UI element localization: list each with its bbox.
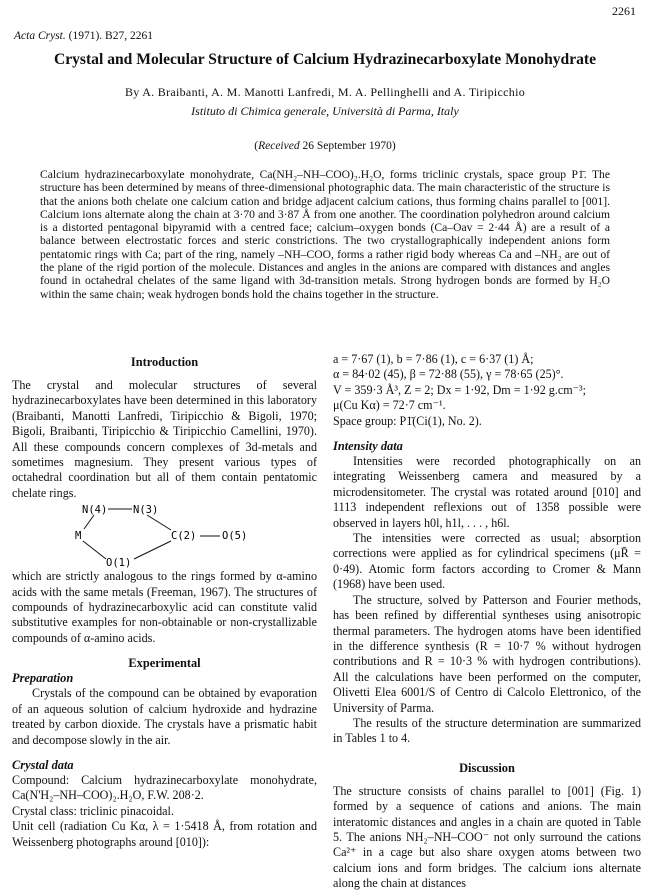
discussion-paragraph-1: The structure consists of chains parallel to [001] (Fig. 1) formed by a sequence of cations and anions. The main interatomic distances and angles in a chain are quoted in Table 5. The anions NH₂–NH–COO⁻ not only surround the cations Ca²⁺ in a cage but also share oxygen atoms between two calcium ions and form bridges. The calcium ions alternate along the chain at distances — [333, 783, 641, 891]
cell-line-2: α = 84·02 (45), β = 72·88 (55), γ = 78·65 (25)°. — [333, 367, 564, 382]
preparation-heading: Preparation — [12, 671, 74, 686]
cell-line-1: a = 7·67 (1), b = 7·86 (1), c = 6·37 (1) Å; — [333, 352, 534, 366]
atom-o5-label: O(5) — [221, 530, 247, 543]
right-column — [333, 352, 641, 892]
journal-name: Acta Cryst. — [14, 30, 66, 42]
intensity-paragraph-1: Intensities were recorded photographically on an integrating Weissenberg camera and measured by a microdensitometer. The crystal was rotated around [010] and 1113 independent reflexions out of 1358 possible were observed in layers h0l, h1l, . . . , h6l. — [333, 454, 641, 530]
journal-volume-pages: B27, 2261 — [105, 30, 153, 42]
bond-c2-o1 — [134, 541, 171, 559]
bond-n3-c2 — [147, 515, 171, 530]
authors: By A. Braibanti, A. M. Manotti Lanfredi, M. A. Pellinghelli and A. Tiripicchio — [124, 85, 526, 99]
introduction-paragraph-1: The crystal and molecular structures of several hydrazinecarboxylates have been determined in this laboratory (Braibanti, Manotti Lanfredi, Tiripicchio & Bigoli, 1970; Bigoli, Braibanti, Tiripicchio & Tiripicchio Camellini, 1970). All these compounds concern complexes of 3d-metals and sometimes magnesium. They present various types of octahedral coordination but all of them contain pentatomic chelate rings. — [12, 378, 317, 500]
paper-title: Crystal and Molecular Structure of Calcium Hydrazinecarboxylate Monohydrate — [53, 51, 597, 68]
journal-reference — [14, 30, 153, 42]
chelate-ring-diagram — [70, 501, 260, 569]
cell-line-4: μ(Cu Kα) = 72·7 cm⁻¹. — [333, 398, 446, 413]
atom-n4-label: N(4) — [81, 504, 107, 517]
experimental-heading: Experimental — [128, 656, 201, 671]
affiliation: Istituto di Chimica generale, Università di Parma, Italy — [191, 104, 459, 118]
atom-n3-label: N(3) — [132, 504, 158, 517]
unit-cell-line: Unit cell (radiation Cu Kα, λ = 1·5418 Å, from rotation and Weissenberg photographs around [010]): — [12, 819, 317, 849]
received-value: 26 September 1970 — [302, 140, 392, 152]
atom-c2-label: C(2) — [170, 530, 196, 543]
atom-m-label: M — [74, 530, 81, 543]
abstract: Calcium hydrazinecarboxylate monohydrate, Ca(NH₂–NH–COO)₂.H₂O, forms triclinic crystals, space group P1̄. The structure has been determined by means of three-dimensional photographic data. The main characteristic of the structure is that the anions both chelate one calcium cation and bridge adjacent calcium cations, thus forming chains parallel to [001]. Calcium ions alternate along the chain at 3·70 and 3·87 Å from one another. The coordination polyhedron around calcium is a distorted pentagonal bipyramid with a centred face; calcium–oxygen bonds (Ca–Oav = 2·44 Å) are a result of a balance between electrostatic forces and steric constrictions. The two crystallographically independent anions form pentatomic rings with Ca; part of the ring, namely –NH–COO, forms a rather rigid body whereas Ca and –NH₂ are out of the plane of the rigid portion of the molecule. Distances and angles in the anions are compared with distances and angles found in octahedral chelates of the same ligand with 3d-transition metals. Strong hydrogen bonds are formed by H₂O within the same chain; weak hydrogen bonds hold the chains together in the structure. — [40, 168, 610, 301]
journal-year: (1971). — [68, 30, 103, 42]
introduction-heading: Introduction — [130, 355, 199, 369]
discussion-heading: Discussion — [459, 760, 515, 775]
cell-line-3: V = 359·3 Å³, Z = 2; Dx = 1·92, Dm = 1·92 g.cm⁻³; — [333, 382, 586, 397]
crystal-data-heading: Crystal data — [12, 757, 74, 772]
intensity-paragraph-2: The intensities were corrected as usual; absorption corrections were applied as for cylindrical specimens (μR̄ = 0·49). Atomic form factors according to Cromer & Mann (1968) have been used. — [333, 531, 641, 592]
received-date: (Received 26 September 1970) — [254, 140, 396, 152]
intensity-heading: Intensity data — [333, 439, 403, 454]
intensity-paragraph-3: The structure, solved by Patterson and Fourier methods, has been refined by differential syntheses using anisotropic thermal parameters. The hydrogen atoms have been identified in the difference synthesis (R = 10·7 % without hydrogen contributions and R = 10·3 % with hydrogen contributions). All the calculations have been performed on the computer, Olivetti Elea 6001/S of Centro di Calcolo Elettronico, of the University of Parma. — [333, 592, 641, 715]
atom-o1-label: O(1) — [105, 557, 131, 570]
page-number: 2261 — [612, 4, 636, 18]
intensity-paragraph-4: The results of the structure determination are summarized in Tables 1 to 4. — [333, 715, 641, 746]
preparation-text: Crystals of the compound can be obtained by evaporation of an aqueous solution of calcium hydroxide and hydrazine treated by carbon dioxide. The crystals have a prismatic habit and decompose slowly in the air. — [12, 686, 317, 747]
bond-m-o1 — [83, 541, 106, 559]
introduction-paragraph-2: which are strictly analogous to the rings formed by α-amino acids with the same metals (Freeman, 1967). The structures of compounds of hydrazinecarboxylic acid can constitute valid substitutive examples for non-obtainable or non-crystallizable compounds of α-amino acids. — [12, 569, 317, 645]
received-label: Received — [258, 140, 300, 152]
compound-line: Compound: Calcium hydrazinecarboxylate monohydrate, Ca(N'H₂–NH–COO)₂.H₂O, F.W. 208·2. — [12, 772, 317, 803]
cell-line-5: Space group: P1̄(Ci(1), No. 2). — [333, 413, 482, 428]
cell-parameters — [333, 352, 641, 429]
bond-n4-m — [84, 515, 94, 529]
left-column — [12, 355, 317, 850]
crystal-class-line: Crystal class: triclinic pinacoidal. — [12, 803, 174, 818]
